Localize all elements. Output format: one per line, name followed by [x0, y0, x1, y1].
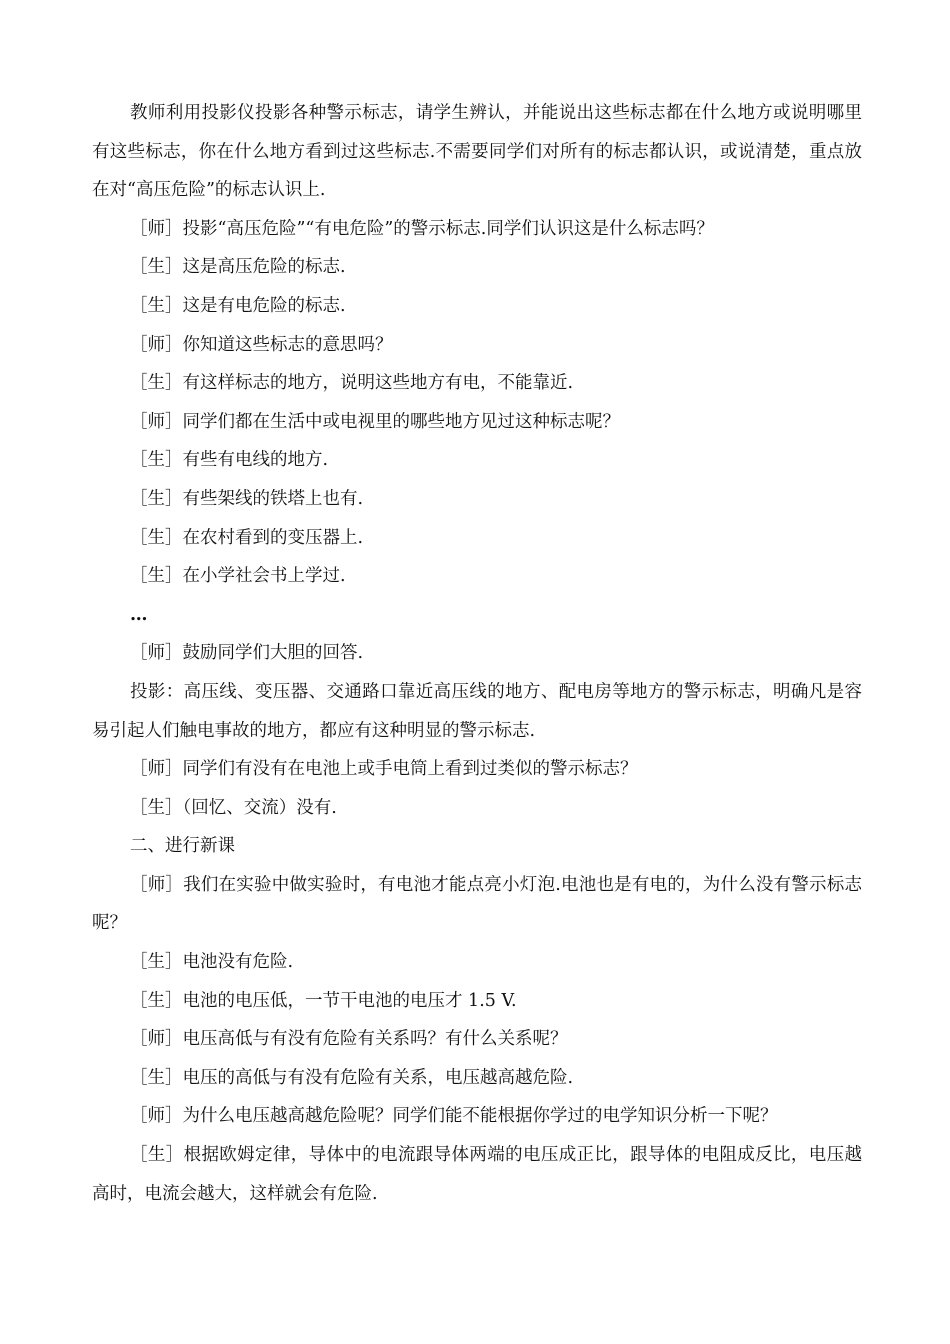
dialogue-line: ［师］同学们都在生活中或电视里的哪些地方见过这种标志呢？	[130, 411, 620, 432]
document-page	[92, 94, 862, 1213]
dialogue-line: ［生］根据欧姆定律，导体中的电流跟导体两端的电压成正比，跟导体的电阻成反比，电压越高时，电流会越大，这样就会有危险.	[92, 1145, 862, 1204]
dialogue-line: ［生］在小学社会书上学过.	[130, 566, 346, 587]
dialogue-line: ［生］这是高压危险的标志.	[130, 257, 346, 278]
dialogue-line: ［生］（回忆、交流）没有.	[130, 797, 337, 818]
dialogue-line: ［师］电压高低与有没有危险有关系吗？有什么关系呢？	[130, 1029, 568, 1050]
dialogue-line: ［生］电池没有危险.	[130, 952, 294, 973]
dialogue-line: ［师］为什么电压越高越危险呢？同学们能不能根据你学过的电学知识分析一下呢？	[130, 1106, 778, 1127]
dialogue-line: ［师］鼓励同学们大胆的回答.	[130, 643, 364, 664]
dialogue-line: ［师］投影“高压危险”“有电危险”的警示标志.同学们认识这是什么标志吗？	[130, 218, 714, 239]
dialogue-line: ［生］有些架线的铁塔上也有.	[130, 488, 364, 509]
dialogue-line: ［生］在农村看到的变压器上.	[130, 527, 364, 548]
projection-paragraph: 投影：高压线、变压器、交通路口靠近高压线的地方、配电房等地方的警示标志，明确凡是容易引起人们触电事故的地方，都应有这种明显的警示标志.	[92, 681, 862, 741]
dialogue-line: ［师］你知道这些标志的意思吗？	[130, 334, 393, 355]
dialogue-line: ［生］这是有电危险的标志.	[130, 295, 346, 316]
ellipsis-line: …	[130, 604, 149, 625]
intro-paragraph: 教师利用投影仪投影各种警示标志，请学生辨认，并能说出这些标志都在什么地方或说明哪里有这些标志，你在什么地方看到过这些标志.不需要同学们对所有的标志都认识，或说清楚，重点放在对“高压危险”的标志认识上.	[92, 103, 862, 201]
dialogue-line: ［生］电压的高低与有没有危险有关系，电压越高越危险.	[130, 1067, 574, 1088]
section-heading: 二、进行新课	[130, 836, 235, 857]
dialogue-line: ［师］我们在实验中做实验时，有电池才能点亮小灯泡.电池也是有电的，为什么没有警示标志呢？	[92, 874, 862, 934]
dialogue-line: ［生］有这样标志的地方，说明这些地方有电，不能靠近.	[130, 373, 574, 394]
dialogue-line: ［师］同学们有没有在电池上或手电筒上看到过类似的警示标志？	[130, 759, 638, 780]
dialogue-line: ［生］有些有电线的地方.	[130, 450, 329, 471]
dialogue-line: ［生］电池的电压低，一节干电池的电压才 1.5 V.	[130, 990, 517, 1011]
